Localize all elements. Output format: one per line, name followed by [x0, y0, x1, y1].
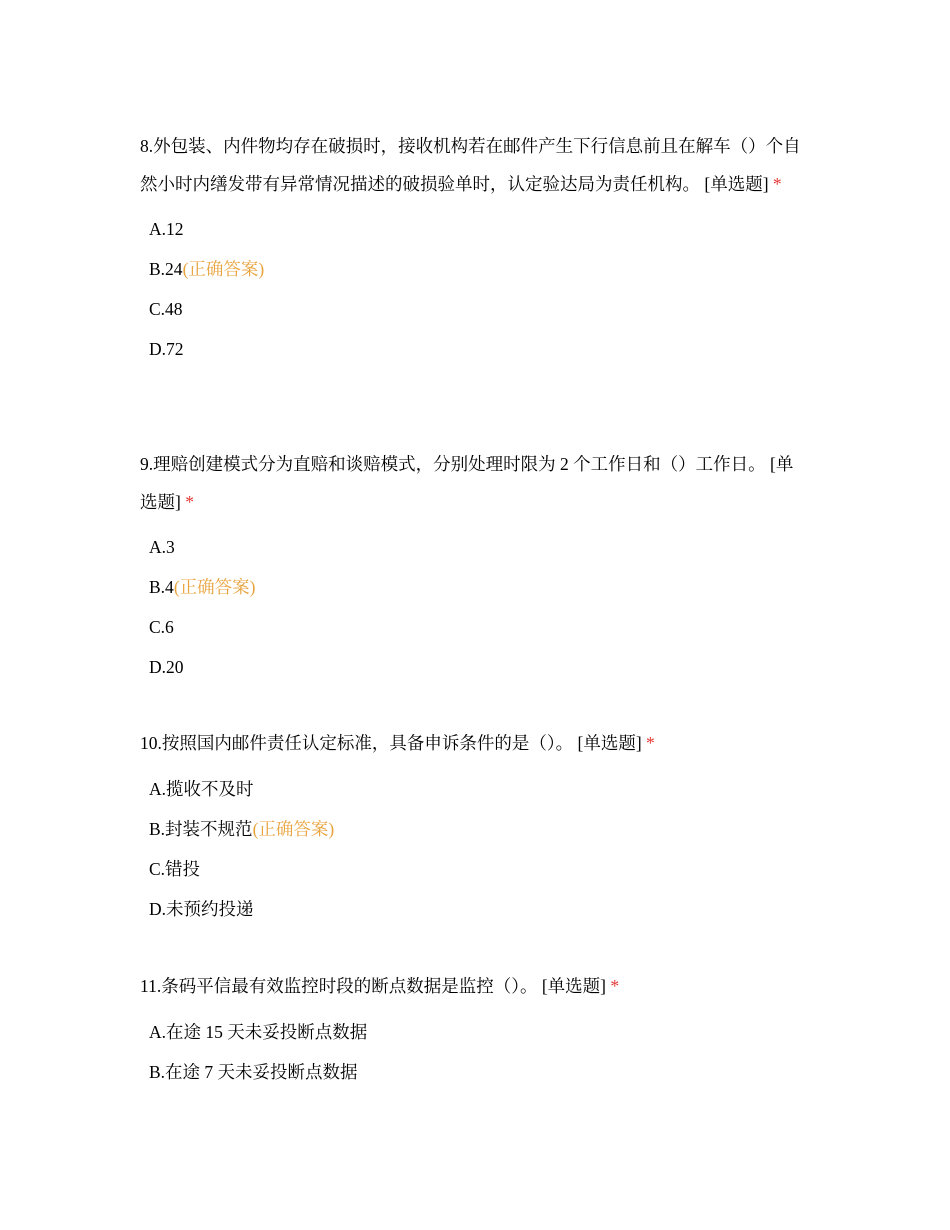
option-c	[149, 289, 810, 329]
option-c	[149, 849, 810, 889]
question-text: 11.条码平信最有效监控时段的断点数据是监控（）。 [单选题]	[140, 976, 607, 996]
option-text: C.48	[149, 299, 183, 319]
correct-answer-note: (正确答案)	[252, 818, 335, 839]
option-text: B.4	[149, 577, 174, 597]
option-text: C.错投	[149, 858, 201, 879]
question-text: 10.按照国内邮件责任认定标准，具备申诉条件的是（）。 [单选题]	[140, 733, 642, 753]
required-star: *	[610, 976, 620, 996]
correct-answer-note: (正确答案)	[173, 577, 256, 597]
option-text: D.未预约投递	[149, 898, 254, 919]
option-d	[149, 329, 810, 369]
correct-answer-note: (正确答案)	[182, 259, 265, 279]
option-a	[149, 1012, 810, 1052]
option-c	[149, 607, 810, 647]
question-title	[140, 968, 810, 1006]
option-text: B.封装不规范	[149, 818, 253, 839]
option-b	[149, 809, 810, 849]
required-star: *	[646, 733, 655, 753]
question-title	[140, 725, 810, 763]
option-b	[149, 249, 810, 289]
option-b	[149, 567, 810, 607]
question-title	[140, 446, 810, 521]
option-text: C.6	[149, 617, 174, 637]
option-text: A.3	[149, 537, 175, 557]
required-star: *	[185, 491, 194, 512]
option-text: A.在途 15 天未妥投断点数据	[149, 1021, 368, 1042]
question-10	[140, 725, 810, 929]
option-b	[149, 1052, 810, 1092]
question-9	[140, 446, 810, 687]
option-text: D.20	[149, 657, 184, 677]
option-text: A.12	[149, 219, 184, 239]
option-d	[149, 889, 810, 929]
option-list	[140, 769, 810, 929]
option-a	[149, 769, 810, 809]
question-8	[140, 128, 810, 369]
required-star: *	[772, 173, 782, 194]
option-a	[149, 527, 810, 567]
option-list	[140, 209, 810, 369]
option-text: B.在途 7 天未妥投断点数据	[149, 1061, 358, 1082]
option-text: A.揽收不及时	[149, 778, 254, 799]
option-list	[140, 1012, 810, 1092]
option-text: D.72	[149, 339, 184, 359]
option-d	[149, 647, 810, 687]
question-title	[140, 128, 810, 203]
question-text: 9.理赔创建模式分为直赔和谈赔模式，分别处理时限为 2 个工作日和（）工作日。 [单选题]	[140, 454, 794, 512]
question-text: 8.外包装、内件物均存在破损时，接收机构若在邮件产生下行信息前且在解车（）个自然小时内缮发带有异常情况描述的破损验单时，认定验达局为责任机构。 [单选题]	[140, 136, 801, 194]
question-11	[140, 968, 810, 1092]
option-a	[149, 209, 810, 249]
option-list	[140, 527, 810, 687]
option-text: B.24	[149, 259, 183, 279]
